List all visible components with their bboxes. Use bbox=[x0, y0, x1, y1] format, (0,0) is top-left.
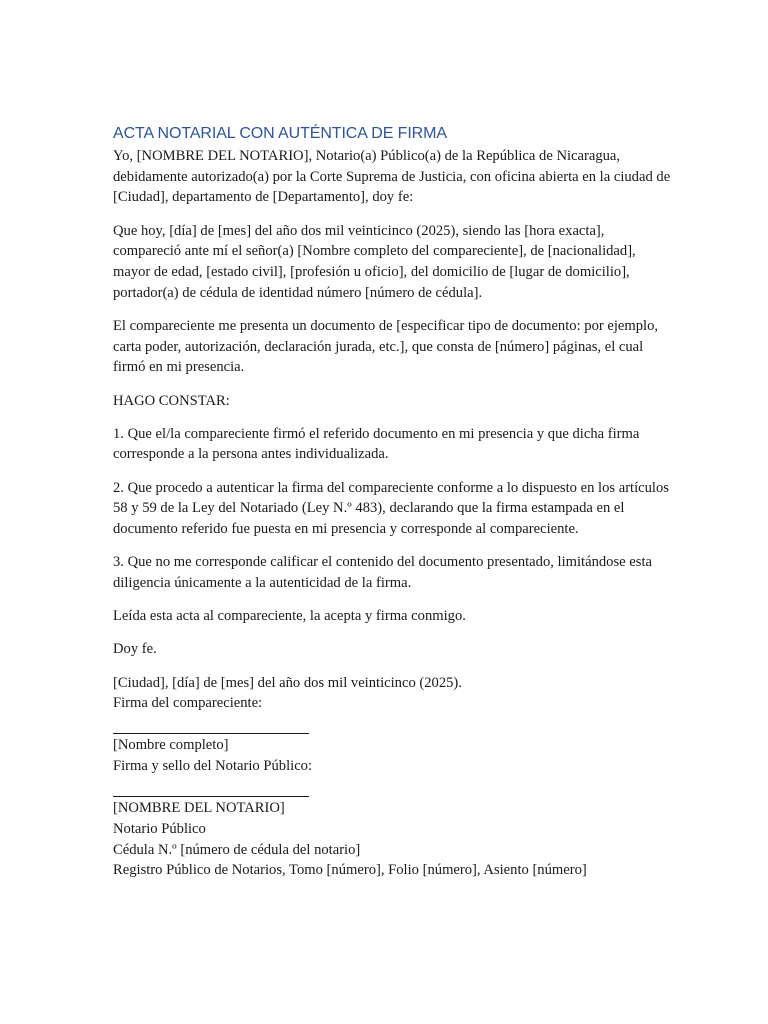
notario-registro: Registro Público de Notarios, Tomo [número], Folio [número], Asiento [número] bbox=[113, 862, 587, 879]
compareciente-signature-label: Firma del compareciente: bbox=[113, 695, 263, 712]
compareciente-name: [Nombre completo] bbox=[113, 737, 229, 754]
paragraph-document-presented: El compareciente me presenta un documento de [especificar tipo de documento: por ejemplo, carta poder, autorización, declaración jurada, etc.], que consta de [número] páginas, el cual firmó en mi presencia. bbox=[113, 317, 659, 376]
notario-signature-label: Firma y sello del Notario Público: bbox=[113, 758, 313, 775]
notario-title: Notario Público bbox=[113, 821, 206, 838]
closing-block bbox=[113, 673, 673, 882]
paragraph-notary-intro: Yo, [NOMBRE DEL NOTARIO], Notario(a) Público(a) de la República de Nicaragua, debidamente autorizado(a) por la Corte Suprema de Justicia, con oficina abierta en la ciudad de [Ciudad], departamento de [Departamento], doy fe: bbox=[113, 148, 671, 206]
paragraph-hago-constar: HAGO CONSTAR: bbox=[113, 392, 230, 409]
paragraph-appearance: Que hoy, [día] de [mes] del año dos mil veinticinco (2025), siendo las [hora exacta], compareció ante mí el señor(a) [Nombre completo del compareciente], de [nacionalidad], mayor de edad, [estado civil], [profesión u oficio], del domicilio de [lugar de domicilio], portador(a) de cédula de identidad número [número de cédula]. bbox=[113, 222, 636, 301]
paragraph-point-1: 1. Que el/la compareciente firmó el referido documento en mi presencia y que dicha firma corresponde a la persona antes individualizada. bbox=[113, 425, 640, 463]
compareciente-signature-line bbox=[113, 714, 309, 734]
place-date: [Ciudad], [día] de [mes] del año dos mil veinticinco (2025). bbox=[113, 674, 462, 691]
document-title: ACTA NOTARIAL CON AUTÉNTICA DE FIRMA bbox=[113, 125, 447, 142]
notario-signature-line bbox=[113, 777, 309, 797]
notario-name: [NOMBRE DEL NOTARIO] bbox=[113, 800, 285, 817]
paragraph-doy-fe: Doy fe. bbox=[113, 641, 157, 658]
document-page bbox=[113, 124, 673, 881]
paragraph-point-2: 2. Que procedo a autenticar la firma del compareciente conforme a lo dispuesto en los artículos 58 y 59 de la Ley del Notariado (Ley N.º 483), declarando que la firma estampada en el documento referido fue puesta en mi presencia y corresponde al compareciente. bbox=[113, 479, 669, 538]
paragraph-reading: Leída esta acta al compareciente, la acepta y firma conmigo. bbox=[113, 608, 466, 625]
paragraph-point-3: 3. Que no me corresponde calificar el contenido del documento presentado, limitándose esta diligencia únicamente a la autenticidad de la firma. bbox=[113, 554, 652, 591]
notario-cedula: Cédula N.º [número de cédula del notario] bbox=[113, 841, 361, 858]
